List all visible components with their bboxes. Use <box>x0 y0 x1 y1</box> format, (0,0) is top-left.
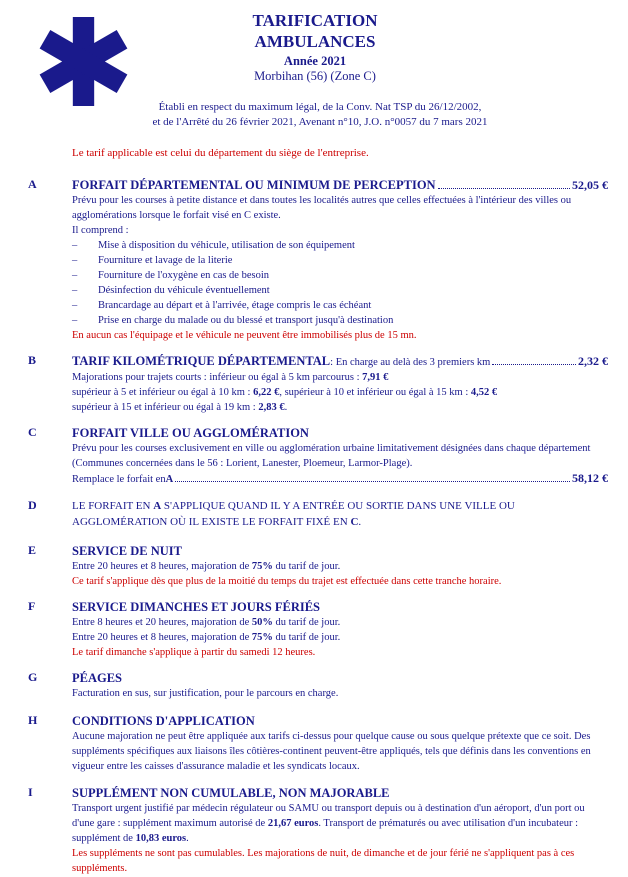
section-b-heading: TARIF KILOMÉTRIQUE DÉPARTEMENTAL <box>72 354 331 368</box>
section-b-heading-row <box>72 353 608 370</box>
section-h-heading: CONDITIONS D'APPLICATION <box>72 714 255 728</box>
section-letter: C <box>28 425 37 439</box>
section-c-description: Prévu pour les courses exclusivement en ville ou agglomération urbaine limitativement désignées dans chaque département (Communes concernées dans le 56 : Lorient, Lanester, Ploemeur, Larmor-Plage). <box>72 443 591 469</box>
section-letter: B <box>28 353 37 367</box>
section-b-line-2: supérieur à 5 et inférieur ou égal à 10 km : 6,22 €, supérieur à 10 et inférieur ou égal à 15 km : 4,52 € <box>72 387 498 398</box>
year-label: Année 2021 <box>283 54 347 68</box>
section-h-text: Aucune majoration ne peut être appliquée aux tarifs ci-dessus pour quelque cause ou sous quelque prétexte que ce soit. Des suppléments spécifiques aux liaisons îles côtières-continent peuvent-être appliqués, tels que définis dans les conventions en vigueur entre les caisses d'assurance maladie et les syndicats locaux. <box>72 731 591 772</box>
section-i-heading: SUPPLÉMENT NON CUMULABLE, NON MAJORABLE <box>72 786 390 800</box>
section-a-warning: En aucun cas l'équipage et le véhicule ne peuvent être immobilisés plus de 15 mn. <box>72 330 417 341</box>
section-b-line-1: Majorations pour trajets courts : inférieur ou égal à 5 km parcourus : 7,91 € <box>72 372 389 383</box>
section-e-heading: SERVICE DE NUIT <box>72 544 183 558</box>
section-letter: H <box>28 713 38 727</box>
applicable-note: Le tarif applicable est celui du département du siège de l'entreprise. <box>72 147 369 159</box>
section-f-line-1: Entre 8 heures et 20 heures, majoration de 50% du tarif de jour. <box>72 617 341 628</box>
region-label: Morbihan (56) (Zone C) <box>254 69 376 83</box>
list-item: – Prise en charge du malade ou du blessé et transport jusqu'à destination <box>72 315 394 326</box>
section-e-warning: Ce tarif s'applique dès que plus de la moitié du temps du trajet est effectuée dans cette tranche horaire. <box>72 576 502 587</box>
section-c-replace-row: Remplace le forfait en A 58,12 € <box>72 471 608 485</box>
section-e-line-1: Entre 20 heures et 8 heures, majoration de 75% du tarif de jour. <box>72 561 341 572</box>
section-b-line-3: supérieur à 15 et inférieur ou égal à 19 km : 2,83 €. <box>72 402 288 413</box>
section-g-text: Facturation en sus, sur justification, pour le parcours en charge. <box>72 688 339 699</box>
list-item: – Désinfection du véhicule éventuellement <box>72 285 270 296</box>
section-b-heading-suffix: : En charge au delà des 3 premiers km <box>330 357 491 368</box>
section-f-warning: Le tarif dimanche s'applique à partir du samedi 12 heures. <box>72 647 316 658</box>
page-title: TARIFICATION <box>252 11 378 30</box>
section-c-amount: 58,12 € <box>572 471 608 485</box>
list-item: – Brancardage au départ et à l'arrivée, étage compris le cas échéant <box>72 300 372 311</box>
section-f-heading: SERVICE DIMANCHES ET JOURS FÉRIÉS <box>72 600 320 614</box>
section-letter: G <box>28 670 38 684</box>
section-a-includes: Il comprend : <box>72 225 129 236</box>
section-letter: D <box>28 498 37 512</box>
section-i-text: Transport urgent justifié par médecin régulateur ou SAMU ou transport depuis ou à destination d'un aéroport, d'un port ou d'une gare : supplément maximum autorisé de 21,67 euros. Transport de prématurés ou avec utilisation d'un incubateur : supplément de 10,83 euros. <box>72 803 585 844</box>
section-a-heading: FORFAIT DÉPARTEMENTAL OU MINIMUM DE PERCEPTION <box>72 178 436 192</box>
reference-line-1: Établi en respect du maximum légal, de la Conv. Nat TSP du 26/12/2002, <box>158 101 482 113</box>
section-a-amount: 52,05 € <box>572 178 608 192</box>
page-subtitle: AMBULANCES <box>254 32 376 51</box>
section-letter: A <box>28 177 37 191</box>
section-letter: E <box>28 543 37 557</box>
section-b-amount: 2,32 € <box>578 354 608 368</box>
list-item: – Fourniture et lavage de la literie <box>72 255 233 266</box>
section-i-warning: Les suppléments ne sont pas cumulables. Les majorations de nuit, de dimanche et de jour férié ne s'appliquent pas à ces suppléments. <box>72 848 575 874</box>
reference-line-2: et de l'Arrêté du 26 février 2021, Avenant n°10, J.O. n°0057 du 7 mars 2021 <box>152 116 488 128</box>
section-d-text: LE FORFAIT EN A S'APPLIQUE QUAND IL Y A ENTRÉE OU SORTIE DANS UNE VILLE OU AGGLOMÉRATION OÙ IL EXISTE LE FORFAIT FIXÉ EN C. <box>72 500 515 528</box>
list-item: – Mise à disposition du véhicule, utilisation de son équipement <box>72 240 355 251</box>
section-letter: I <box>28 785 33 799</box>
section-letter: F <box>28 599 36 613</box>
star-of-life-icon <box>39 17 128 106</box>
section-c-heading: FORFAIT VILLE OU AGGLOMÉRATION <box>72 426 309 440</box>
section-g-heading: PÉAGES <box>72 671 123 685</box>
section-a-heading-row <box>72 177 608 193</box>
section-f-line-2: Entre 20 heures et 8 heures, majoration de 75% du tarif de jour. <box>72 632 341 643</box>
section-a-description: Prévu pour les courses à petite distance et dans toutes les localités autres que celles effectuées à l'intérieur des villes ou agglomérations lorsque le forfait visé en C existe. <box>72 195 572 221</box>
list-item: – Fourniture de l'oxygène en cas de besoin <box>72 270 270 281</box>
